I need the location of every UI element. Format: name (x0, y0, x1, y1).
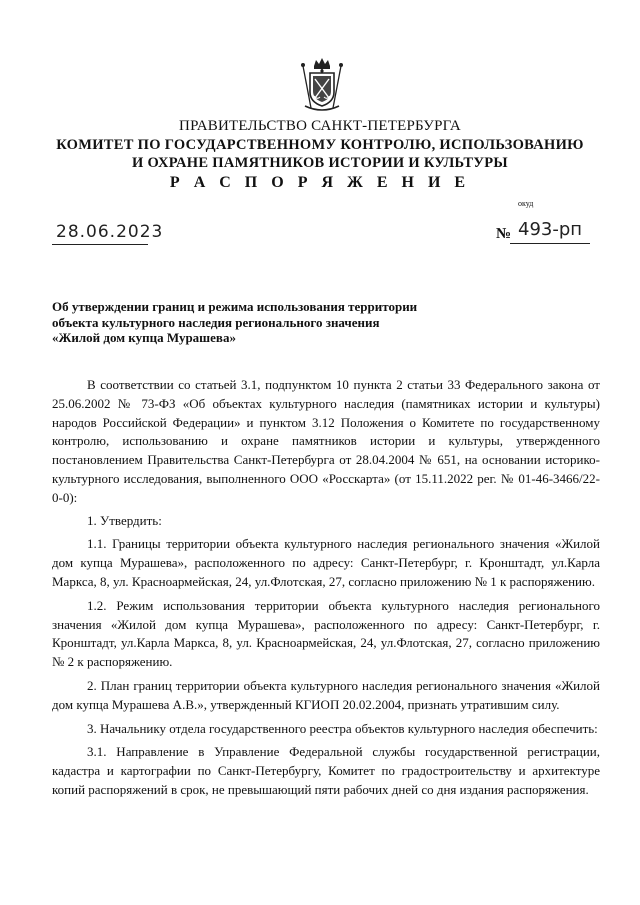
document-body (52, 376, 600, 805)
subject-line: «Жилой дом купца Мурашева» (52, 330, 236, 345)
document-number: 493-рп (518, 219, 583, 240)
subject-line: объекта культурного наследия регионального значения (52, 314, 380, 330)
clause-3: 3. Начальнику отдела государственного реестра объектов культурного наследия обеспечить: (87, 720, 598, 736)
clause-2: 2. План границ территории объекта культурного наследия регионального значения «Жилой дом купца Мурашева А.В.», утвержденный КГИОП 20.02.2004, признать утратившим силу. (52, 677, 600, 712)
committee-name-line1: КОМИТЕТ ПО ГОСУДАРСТВЕННОМУ КОНТРОЛЮ, ИСПОЛЬЗОВАНИЮ (56, 137, 584, 153)
clause-3-1: 3.1. Направление в Управление Федеральной службы государственной регистрации, кадастра и картографии по Санкт-Петербургу, Комитет по градостроительству и архитектуре копий распоряжений в срок, не превышающий пяти рабочих дней со дня издания распоряжения. (52, 744, 600, 797)
committee-name-line2: И ОХРАНЕ ПАМЯТНИКОВ ИСТОРИИ И КУЛЬТУРЫ (132, 155, 508, 171)
clause-1: 1. Утвердить: (87, 512, 162, 528)
number-underline (510, 243, 590, 244)
preamble-paragraph: В соответствии со статьей 3.1, подпунктом 10 пункта 2 статьи 33 Федерального закона от 25.06.2002 № 73-ФЗ «Об объектах культурного наследия (памятниках истории и культуры) народов Российской Федерации» и пунктом 3.12 Положения о Комитете по государственному контролю, использованию и охране памятников истории и культуры, утвержденного постановлением Правительства Санкт-Петербурга от 28.04.2004 № 651, на основании историко-культурного исследования, выполненного ООО «Росскарта» (от 15.11.2022 рег. № 01-46-3466/22-0-0): (52, 377, 600, 505)
document-date: 28.06.2023 (56, 222, 164, 242)
document-subject (52, 299, 472, 346)
document-type-title: Р А С П О Р Я Ж Е Н И Е (169, 174, 471, 191)
government-name: ПРАВИТЕЛЬСТВО САНКТ-ПЕТЕРБУРГА (179, 118, 461, 134)
clause-1-1: 1.1. Границы территории объекта культурного наследия регионального значения «Жилой дом купца Мурашева», расположенного по адресу: Санкт-Петербург, г. Кронштадт, ул.Карла Маркса, 8, ул. Красноармейская, 24, ул.Флотская, 27, согласно приложению № 1 к распоряжению. (52, 536, 600, 589)
subject-line: Об утверждении границ и режима использования территории (52, 299, 418, 314)
number-label: № (496, 226, 512, 242)
coat-of-arms-icon (297, 56, 347, 112)
clause-1-2: 1.2. Режим использования территории объекта культурного наследия регионального значения «Жилой дом купца Мурашева», расположенного по адресу: Санкт-Петербург, г. Кронштадт, ул.Карла Маркса, 8, ул. Красноармейская, 24, ул.Флотская, 27, согласно приложению № 2 к распоряжению. (52, 597, 600, 670)
okud-label: окуд (518, 199, 534, 208)
date-underline (52, 244, 148, 245)
